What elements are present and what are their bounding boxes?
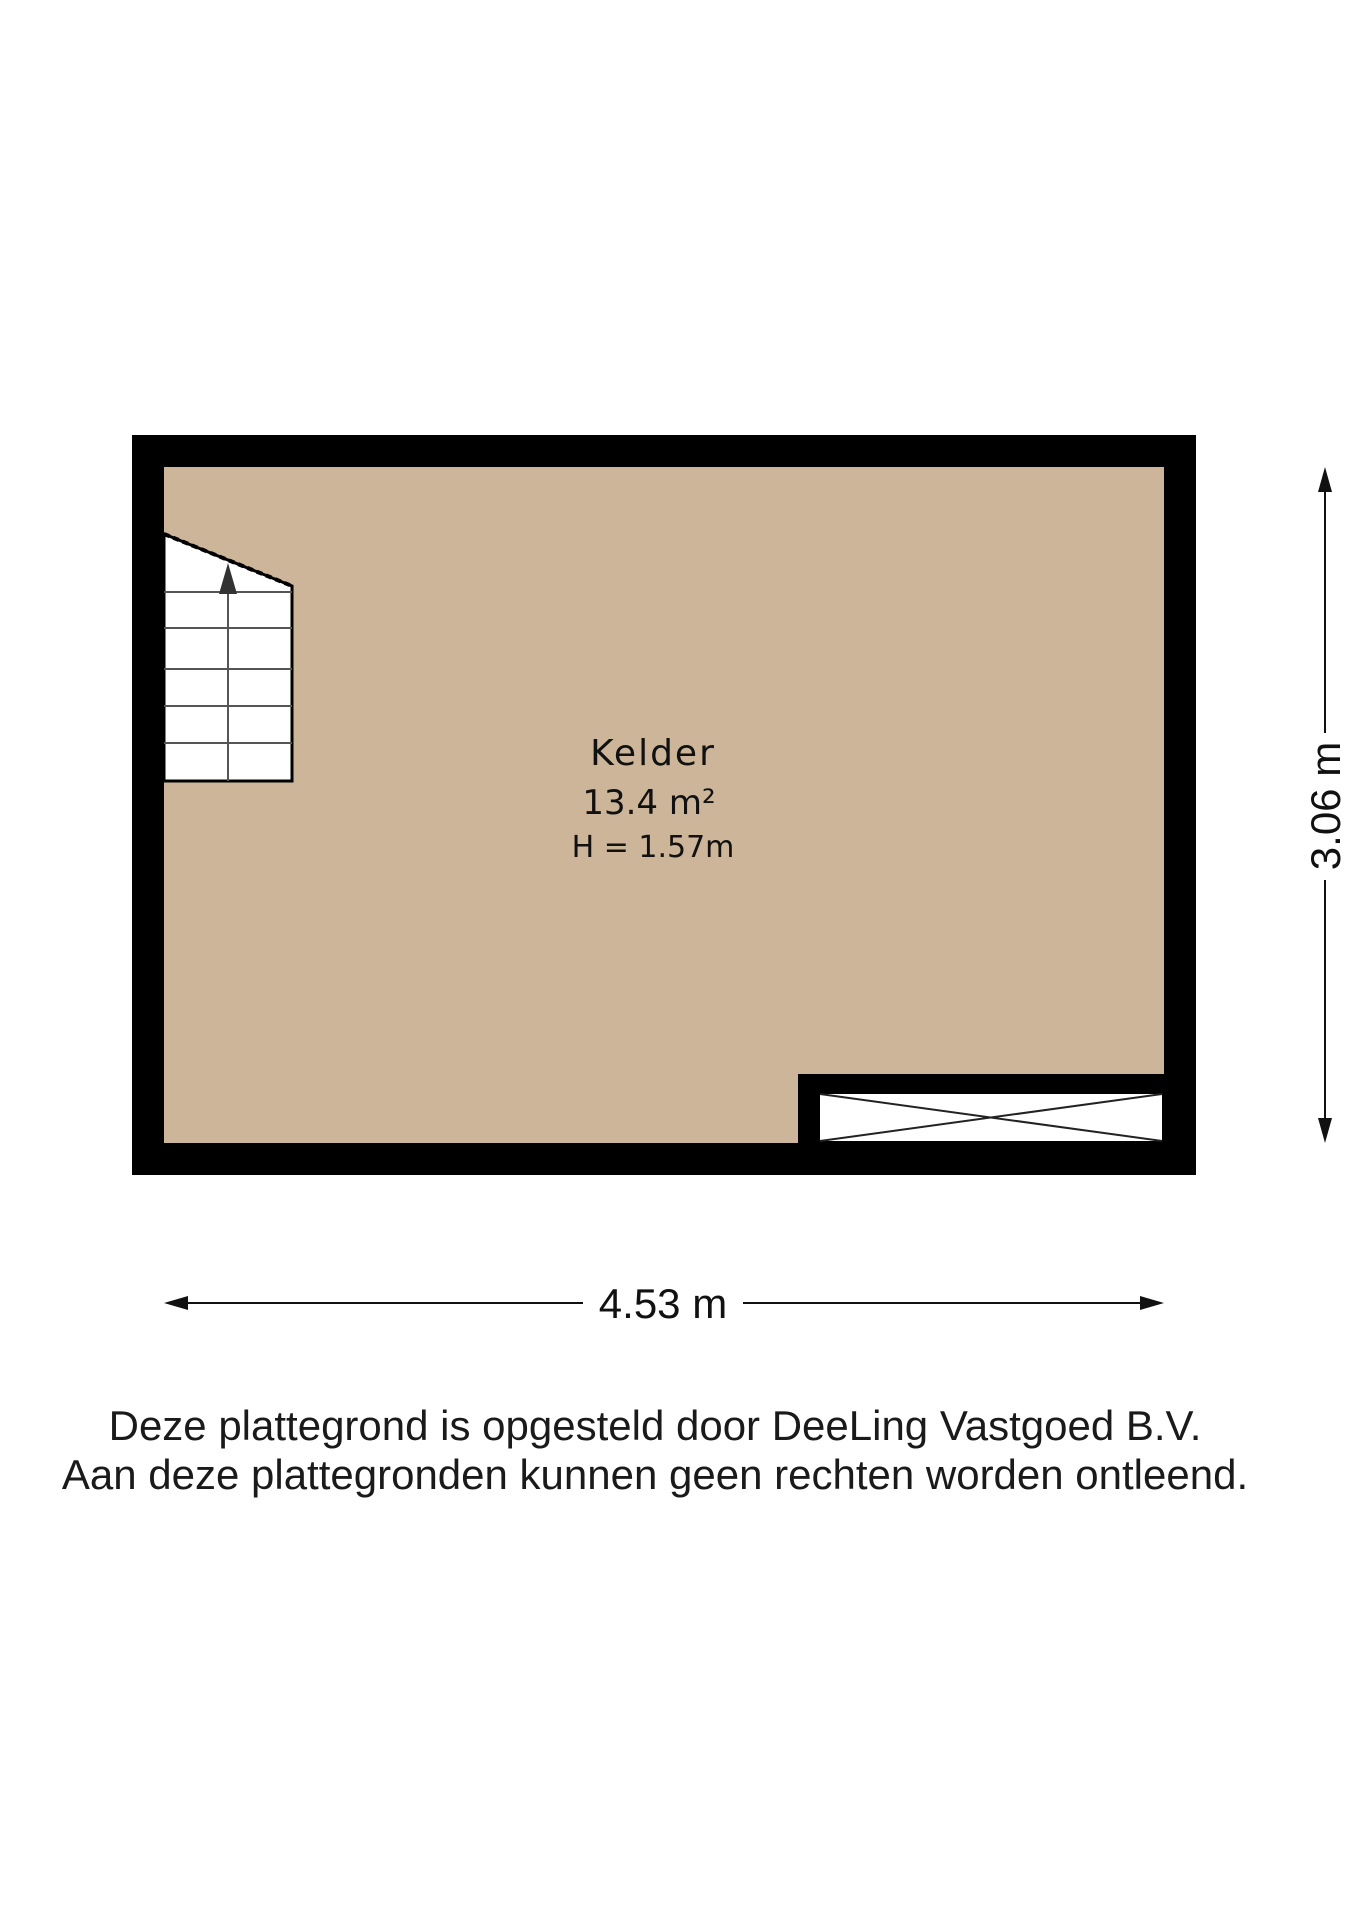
arrow-up-icon — [1318, 467, 1332, 492]
depth-dimension-label: 3.06 m — [1302, 741, 1349, 871]
disclaimer-line-2: Aan deze plattegronden kunnen geen rechten worden ontleend. — [61, 1451, 1249, 1498]
room-area: 13.4 m² — [582, 783, 716, 823]
room-name: Kelder — [590, 733, 716, 774]
disclaimer-line-1: Deze plattegrond is opgesteld door DeeLing Vastgoed B.V. — [108, 1402, 1202, 1449]
arrow-down-icon — [1318, 1118, 1332, 1143]
arrow-left-icon — [164, 1296, 188, 1310]
room-height: H = 1.57m — [571, 830, 735, 865]
width-dimension-label: 4.53 m — [598, 1280, 728, 1327]
arrow-right-icon — [1140, 1296, 1164, 1310]
